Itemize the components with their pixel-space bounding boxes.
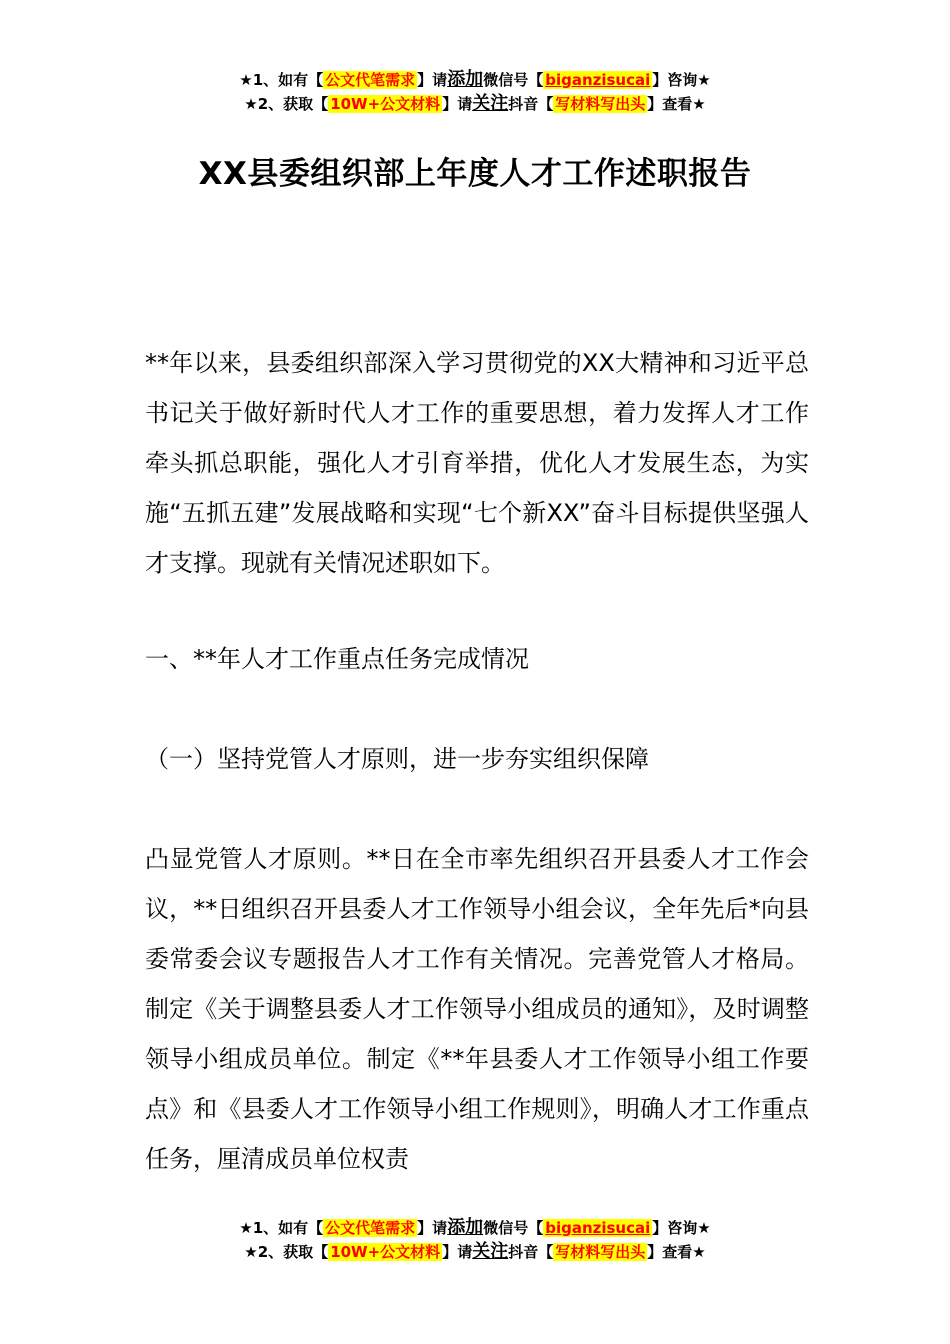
body-paragraph: 凸显党管人才原则。**日在全市率先组织召开县委人才工作会议，**日组织召开县委人才工作领导小组会议，全年先后*向县委常委会议专题报告人才工作有关情况。完善党管人才格局。制定《关于调整县委人才工作领导小组成员的通知》，及时调整领导小组成员单位。制定《**年县委人才工作领导小组工作要点》和《县委人才工作领导小组工作规则》，明确人才工作重点任务，厘清成员单位权责 xyxy=(145,845,809,1173)
highlight-service: 公文代笔需求 xyxy=(325,71,416,89)
footer-banner xyxy=(0,1216,950,1264)
wechat-id[interactable]: biganzisucai xyxy=(545,71,651,89)
section-heading: 一、**年人才工作重点任务完成情况 xyxy=(145,645,529,673)
highlight-service: 公文代笔需求 xyxy=(325,1219,416,1237)
banner-line-2: ★2、获取【 10W+公文材料 】请关注抖音【 写材料写出头 】查看★ xyxy=(244,1241,706,1262)
banner-line-2: ★2、获取【 10W+公文材料 】请关注抖音【 写材料写出头 】查看★ xyxy=(244,93,706,114)
header-banner xyxy=(0,68,950,116)
intro-paragraph: **年以来，县委组织部深入学习贯彻党的XX大精神和习近平总书记关于做好新时代人才工作的重要思想，着力发挥人才工作牵头抓总职能，强化人才引育举措，优化人才发展生态，为实施“五抓五建”发展战略和实现“七个新XX”奋斗目标提供坚强人才支撑。现就有关情况述职如下。 xyxy=(145,349,809,577)
highlight-materials: 10W+公文材料 xyxy=(330,95,441,113)
document-title: XX县委组织部上年度人才工作述职报告 xyxy=(198,156,752,192)
highlight-materials: 10W+公文材料 xyxy=(330,1243,441,1261)
douyin-account[interactable]: 写材料写出头 xyxy=(555,95,646,113)
banner-line-1: ★1、如有【 公文代笔需求 】请添加微信号【 biganzisucai 】咨询★ xyxy=(239,1217,711,1238)
wechat-id[interactable]: biganzisucai xyxy=(545,1219,651,1237)
douyin-account[interactable]: 写材料写出头 xyxy=(555,1243,646,1261)
document-body xyxy=(145,338,809,1184)
banner-line-1: ★1、如有【 公文代笔需求 】请添加微信号【 biganzisucai 】咨询★ xyxy=(239,69,711,90)
subsection-heading: （一）坚持党管人才原则，进一步夯实组织保障 xyxy=(145,745,649,773)
